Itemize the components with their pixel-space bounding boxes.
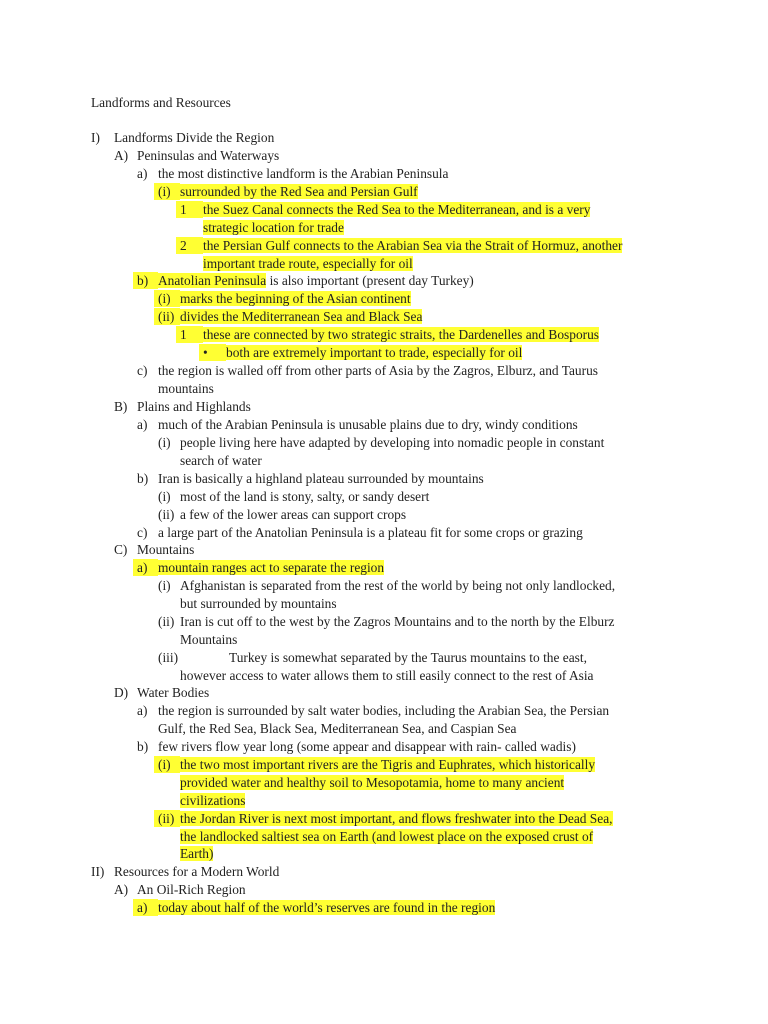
outline-line-text — [180, 810, 613, 827]
outline-marker: a) — [133, 559, 158, 576]
outline-marker: A) — [114, 148, 129, 163]
outline-text: civilizations — [180, 793, 246, 808]
outline-text: Iran is cut off to the west by the Zagros Mountains and to the north by the Elburz — [180, 614, 615, 629]
outline-text: the Jordan River is next most important, and flows freshwater into the Dead Sea, — [180, 811, 613, 826]
outline-text: Resources for a Modern World — [114, 864, 280, 879]
outline-line-text — [137, 541, 194, 558]
outline-text: much of the Arabian Peninsula is unusable plains due to dry, windy conditions — [158, 417, 578, 432]
outline-marker: b) — [137, 471, 149, 486]
outline-marker: c) — [137, 363, 148, 378]
outline-line-text — [137, 881, 246, 898]
outline-line-text — [137, 398, 251, 415]
outline-line-text — [180, 308, 422, 325]
outline-marker: (i) — [158, 489, 171, 504]
outline-text: the Persian Gulf connects to the Arabian Sea via the Strait of Hormuz, another — [203, 238, 623, 253]
outline-line-text — [158, 416, 578, 433]
outline-line-text — [180, 488, 429, 505]
outline-line-text — [158, 559, 384, 576]
outline-line-text — [180, 506, 406, 523]
outline-line-text — [180, 290, 411, 307]
outline-marker: (ii) — [158, 507, 175, 522]
outline-text: Landforms Divide the Region — [114, 130, 275, 145]
outline-text: search of water — [180, 453, 262, 468]
outline-text: important trade route, especially for oil — [203, 256, 413, 271]
outline-line-text — [180, 774, 564, 791]
outline-text: people living here have adapted by developing into nomadic people in constant — [180, 435, 605, 450]
outline-marker: II) — [91, 864, 105, 879]
outline-marker: (i) — [158, 578, 171, 593]
outline-text: Water Bodies — [137, 685, 210, 700]
outline-line-text — [203, 237, 622, 254]
outline-line-text — [114, 863, 279, 880]
outline-marker: I) — [91, 130, 100, 145]
outline-line-text — [137, 684, 209, 701]
outline-marker: a) — [137, 703, 148, 718]
outline-marker: (iii) — [158, 650, 179, 665]
outline-text: mountain ranges act to separate the region — [158, 560, 385, 575]
outline-text: Afghanistan is separated from the rest of the world by being not only landlocked, — [180, 578, 616, 593]
outline-marker: (ii) — [158, 614, 175, 629]
outline-marker: b) — [133, 272, 158, 289]
outline-marker: A) — [114, 882, 129, 897]
outline-line-text — [180, 667, 594, 684]
outline-text: Mountains — [180, 632, 238, 647]
outline-text-continuation: is also important (present day Turkey) — [266, 273, 474, 288]
outline-text: the two most important rivers are the Tigris and Euphrates, which historically — [180, 757, 596, 772]
outline-line-text — [180, 452, 262, 469]
outline-marker: (i) — [154, 756, 180, 773]
outline-text: marks the beginning of the Asian continent — [180, 291, 411, 306]
outline-line-text — [158, 899, 495, 916]
outline-text: both are extremely important to trade, especially for oil — [226, 345, 523, 360]
outline-text: Iran is basically a highland plateau surrounded by mountains — [158, 471, 484, 486]
outline-marker: B) — [114, 399, 128, 414]
outline-marker: (ii) — [154, 308, 180, 325]
outline-text: the most distinctive landform is the Arabian Peninsula — [158, 166, 449, 181]
outline-text: but surrounded by mountains — [180, 596, 337, 611]
outline-line-text — [158, 470, 484, 487]
outline-marker: (i) — [154, 183, 180, 200]
outline-line-text — [180, 756, 595, 773]
outline-line-text — [203, 201, 590, 218]
outline-text: Gulf, the Red Sea, Black Sea, Mediterranean Sea, and Caspian Sea — [158, 721, 517, 736]
outline-line-text — [158, 738, 576, 755]
outline-text: few rivers flow year long (some appear and disappear with rain- called wadis) — [158, 739, 576, 754]
outline-line-text — [180, 577, 615, 594]
outline-line-text — [137, 147, 279, 164]
outline-text: the Suez Canal connects the Red Sea to the Mediterranean, and is a very — [203, 202, 591, 217]
outline-text: a large part of the Anatolian Peninsula is a plateau fit for some crops or grazing — [158, 525, 583, 540]
outline-line-text — [180, 828, 593, 845]
outline-text: mountains — [158, 381, 214, 396]
outline-line-text — [158, 272, 474, 289]
outline-marker: c) — [137, 525, 148, 540]
outline-line-text — [180, 434, 604, 451]
outline-line-text — [158, 380, 214, 397]
bullet-marker: • — [199, 344, 226, 361]
outline-line-text — [180, 845, 213, 862]
outline-text: the region is surrounded by salt water bodies, including the Arabian Sea, the Persian — [158, 703, 610, 718]
outline-text: divides the Mediterranean Sea and Black Sea — [180, 309, 423, 324]
outline-text: Peninsulas and Waterways — [137, 148, 280, 163]
outline-text: Mountains — [137, 542, 195, 557]
outline-text: Anatolian Peninsula — [158, 273, 267, 288]
outline-line-text — [114, 129, 274, 146]
outline-line-text — [180, 183, 418, 200]
document-title: Landforms and Resources — [91, 95, 231, 110]
outline-text: the region is walled off from other parts of Asia by the Zagros, Elburz, and Taurus — [158, 363, 598, 378]
outline-line-text — [180, 595, 337, 612]
outline-text: Earth) — [180, 846, 214, 861]
outline-marker: 2 — [176, 237, 203, 254]
outline-line-text — [158, 362, 598, 379]
outline-text: today about half of the world’s reserves are found in the region — [158, 900, 496, 915]
outline-line-text — [203, 326, 599, 343]
outline-marker: (ii) — [154, 810, 180, 827]
outline-text: provided water and healthy soil to Mesopotamia, home to many ancient — [180, 775, 565, 790]
outline-marker: (i) — [158, 435, 171, 450]
outline-text: these are connected by two strategic straits, the Dardenelles and Bosporus — [203, 327, 600, 342]
outline-marker: b) — [137, 739, 149, 754]
outline-text: An Oil-Rich Region — [137, 882, 246, 897]
outline-line-text — [158, 165, 448, 182]
outline-marker: a) — [137, 166, 148, 181]
outline-line-text — [180, 792, 245, 809]
outline-text: Plains and Highlands — [137, 399, 251, 414]
outline-text: most of the land is stony, salty, or sandy desert — [180, 489, 430, 504]
outline-text: strategic location for trade — [203, 220, 344, 235]
outline-line-text — [158, 702, 609, 719]
outline-marker: 1 — [176, 201, 203, 218]
outline-line-text — [203, 219, 344, 236]
outline-line-text — [229, 649, 587, 666]
outline-text: the landlocked saltiest sea on Earth (and lowest place on the exposed crust of — [180, 829, 594, 844]
outline-text: however access to water allows them to still easily connect to the rest of Asia — [180, 668, 594, 683]
outline-line-text — [158, 720, 516, 737]
outline-marker: (i) — [154, 290, 180, 307]
outline-text: a few of the lower areas can support crops — [180, 507, 407, 522]
outline-line-text — [226, 344, 522, 361]
outline-marker: D) — [114, 685, 129, 700]
outline-line-text — [203, 255, 413, 272]
outline-line-text — [180, 613, 614, 630]
outline-text: Turkey is somewhat separated by the Taurus mountains to the east, — [229, 650, 587, 665]
outline-line-text — [180, 631, 237, 648]
outline-marker: C) — [114, 542, 128, 557]
outline-marker: a) — [133, 899, 158, 916]
outline-marker: a) — [137, 417, 148, 432]
outline-text: surrounded by the Red Sea and Persian Gulf — [180, 184, 418, 199]
outline-line-text — [158, 524, 583, 541]
outline-marker: 1 — [176, 326, 203, 343]
